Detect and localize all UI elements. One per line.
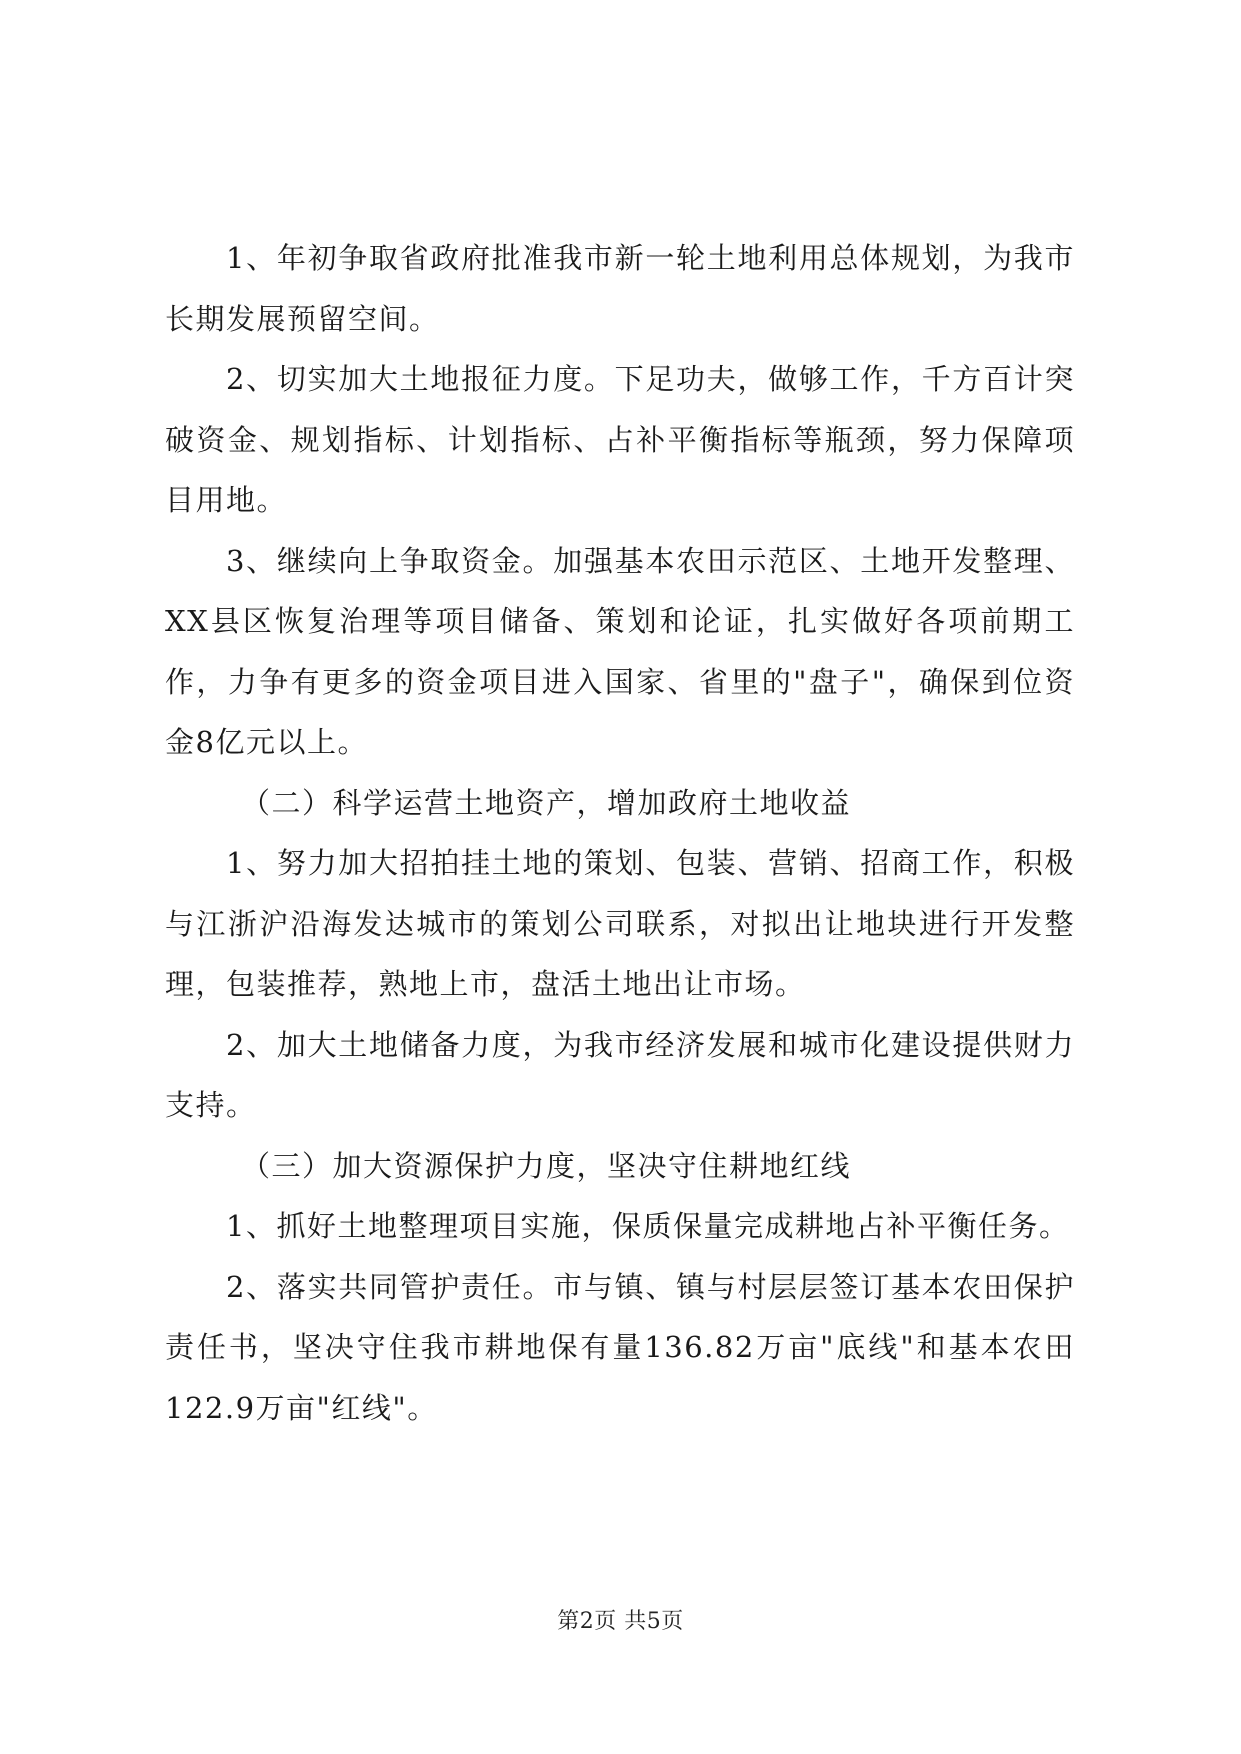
paragraph-joint-protection: 2、落实共同管护责任。市与镇、镇与村层层签订基本农田保护责任书，坚决守住我市耕地保有量136.82万亩"底线"和基本农田122.9万亩"红线"。 <box>165 1269 1075 1425</box>
paragraph-land-acquisition: 2、切实加大土地报征力度。下足功夫，做够工作，千方百计突破资金、规划指标、计划指标、占补平衡指标等瓶颈，努力保障项目用地。 <box>165 362 1075 517</box>
paragraph-funding: 3、继续向上争取资金。加强基本农田示范区、土地开发整理、XX县区恢复治理等项目储备、策划和论证，扎实做好各项前期工作，力争有更多的资金项目进入国家、省里的"盘子"，确保到位资金8亿元以上。 <box>165 543 1075 759</box>
section-heading-land-assets: （二）科学运营土地资产，增加政府土地收益 <box>241 785 852 820</box>
paragraph-plan-approval: 1、年初争取省政府批准我市新一轮土地利用总体规划，为我市长期发展预留空间。 <box>165 241 1075 336</box>
paragraph-land-marketing: 1、努力加大招拍挂土地的策划、包装、营销、招商工作，积极与江浙沪沿海发达城市的策划公司联系，对拟出让地块进行开发整理，包装推荐，熟地上市，盘活土地出让市场。 <box>165 846 1075 1001</box>
paragraph-land-reserve: 2、加大土地储备力度，为我市经济发展和城市化建设提供财力支持。 <box>165 1027 1075 1122</box>
document-body <box>165 228 1075 1438</box>
paragraph-land-consolidation: 1、抓好土地整理项目实施，保质保量完成耕地占补平衡任务。 <box>226 1209 1070 1243</box>
page-number-footer: 第2页 共5页 <box>557 1609 684 1634</box>
section-heading-resource-protection: （三）加大资源保护力度，坚决守住耕地红线 <box>241 1148 852 1183</box>
